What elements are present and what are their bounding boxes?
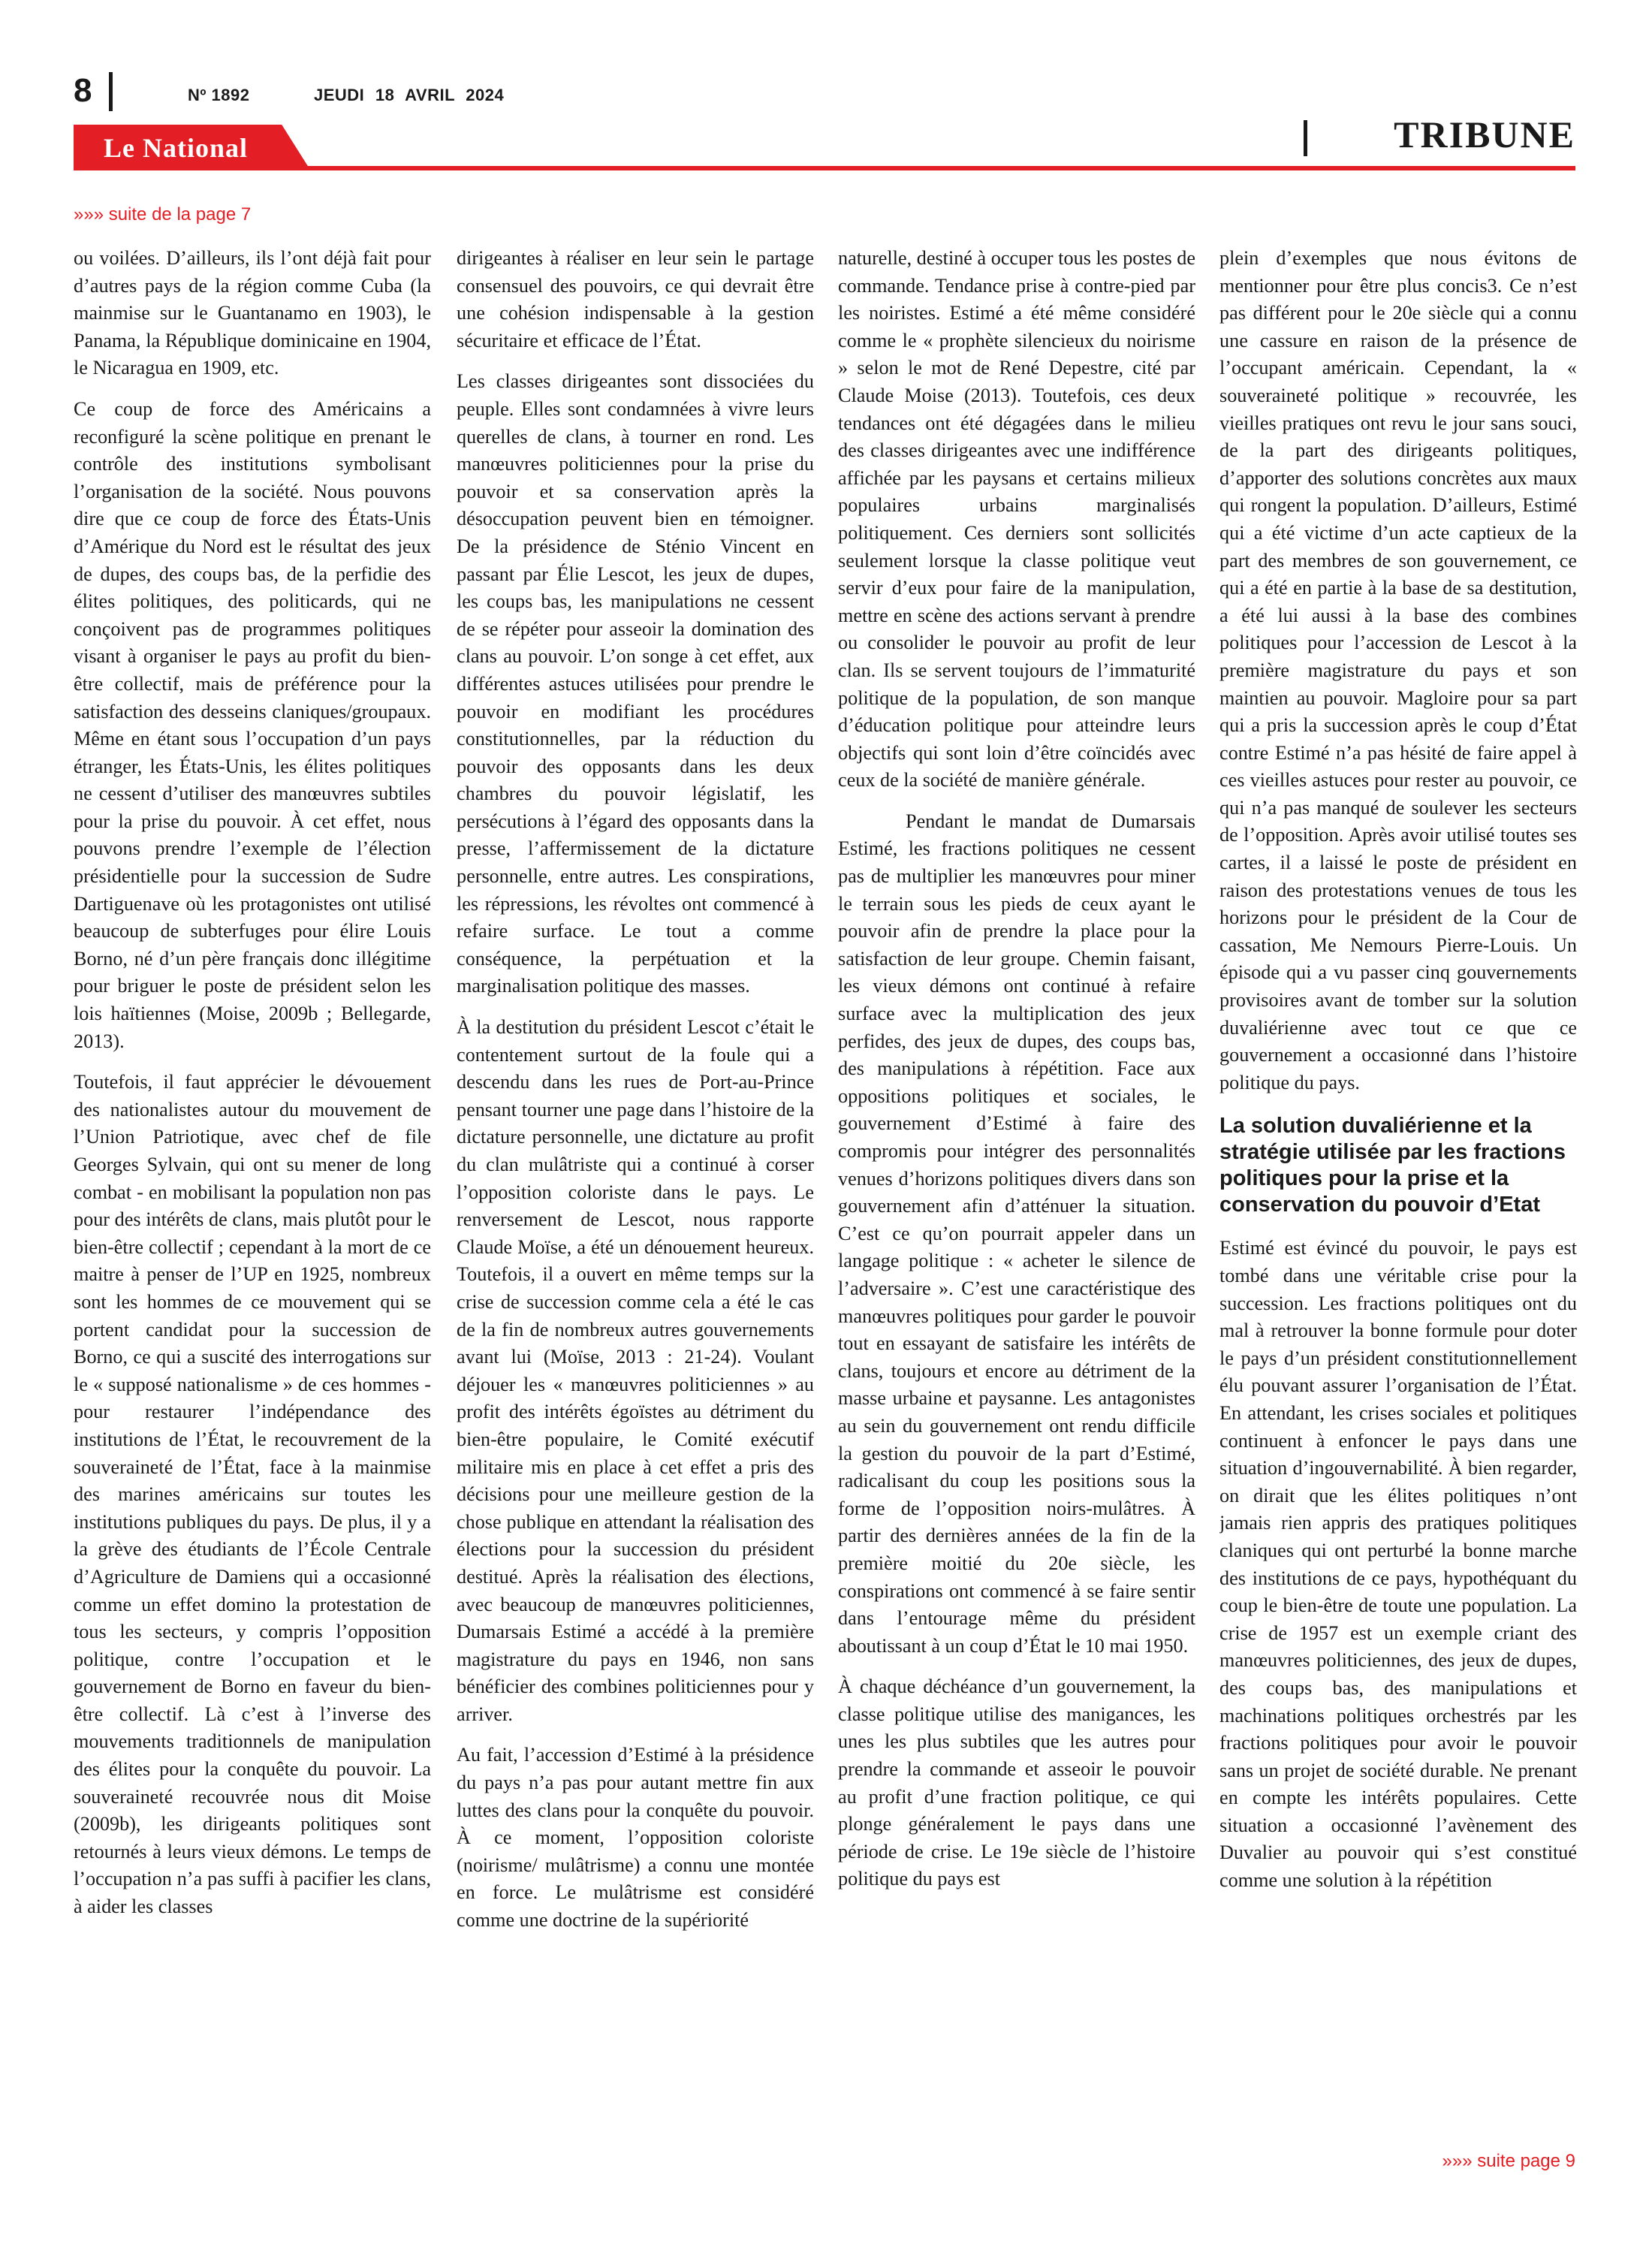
article-column-1 (74, 245, 431, 2145)
article-column-2 (457, 245, 814, 2145)
issue-number: Nº 1892 (188, 86, 250, 104)
paragraph: À la destitution du président Lescot c’était le contentement surtout de la foule qui a descendu dans les rues de Port-au-Prince pensant tourner une page dans l’histoire de la dictature personnelle, une dictature au profit du clan mulâtriste qui a continué à corser l’opposition coloriste dans le pays. Le renversement de Lescot, nous rapporte Claude Moïse, a été un dénouement heureux. Toutefois, il a ouvert en même temps sur la crise de succession comme cela a été le cas de la fin de nombreux autres gouvernements avant lui (Moïse, 2013 : 21-24). Voulant déjouer les « manœuvres politiciennes » au profit des intérêts égoïstes au détriment du bien-être populaire, le Comité exécutif militaire mis en place à cet effet a pris des décisions pour une meilleure gestion de la chose publique en attendant la réalisation des élections pour la succession du président destitué. Après la réalisation des élections, avec beaucoup de manœuvres politiciennes, Dumarsais Estimé a accédé à la première magistrature du pays en 1946, non sans bénéficier des combines politiciennes pour y arriver. (457, 1016, 814, 1725)
paragraph: Pendant le mandat de Dumarsais Estimé, les fractions politiques ne cessent pas de multiplier les manœuvres pour miner le terrain sous les pieds de ceux ayant le pouvoir afin de prendre la place pour la satisfaction de leur groupe. Chemin faisant, les vieux démons ont continué à refaire surface avec la multiplication des jeux perfides, des jeux de dupes, des coups bas, des manipulations à répétition. Face aux oppositions politiques et sociales, le gouvernement d’Estimé à faire des compromis pour intégrer des personnalités venues d’horizons politiques divers dans son gouvernement afin d’atténuer la situation. C’est ce qu’on pourrait appeler dans un langage politique : « acheter le silence de l’adversaire ». C’est une caractéristique des manœuvres politiques pour garder le pouvoir tout en essayant de satisfaire les intérêts de clans, toujours et encore au détriment de la masse urbaine et paysanne. Les antagonistes au sein du gouvernement ont rendu difficile la gestion du pouvoir de la part d’Estimé, radicalisant du coup les positions sous la forme de l’opposition noirs-mulâtres. À partir des dernières années de la fin de la première moitié du 20e siècle, les conspirations ont commencé à se faire sentir dans l’entourage même du président aboutissant à un coup d’État le 10 mai 1950. (838, 810, 1195, 1657)
section-subheading: La solution duvaliérienne et la stratégie utilisée par les fractions politiques pour la prise et la conservation du pouvoir d’Etat (1219, 1114, 1566, 1217)
section-title: TRIBUNE (1394, 113, 1575, 155)
article-column-4 (1219, 245, 1577, 2145)
paragraph: Ce coup de force des Américains a reconfiguré la scène politique en prenant le contrôle des institutions symbolisant l’organisation de la société. Nous pouvons dire que ce coup de force des États-Unis d’Amérique du Nord est le résultat des jeux de dupes, des coups bas, de la perfidie des élites politiques, des politicards, qui ne conçoivent pas de programmes politiques visant à organiser le pays au profit du bien-être collectif, mais de préférence pour la satisfaction des desseins claniques/groupaux. Même en étant sous l’occupation d’un pays étranger, les États-Unis, les élites politiques ne cessent d’utiliser des manœuvres subtiles pour la prise du pouvoir. À cet effet, nous pouvons prendre l’exemple de l’élection présidentielle pour la succession de Sudre Dartiguenave où les protagonistes ont utilisé beaucoup de subterfuges pour élire Louis Borno, né d’un père français donc illégitime pour briguer le poste de président selon les lois haïtiennes (Moise, 2009b ; Bellegarde, 2013). (74, 397, 431, 1052)
issue-date: JEUDI 18 AVRIL 2024 (314, 86, 505, 104)
page-number-divider (109, 72, 113, 111)
paragraph: Au fait, l’accession d’Estimé à la présidence du pays n’a pas pour autant mettre fin aux luttes des clans pour la conquête du pouvoir. À ce moment, l’opposition coloriste (noirisme/ mulâtrisme) a connu une montée en force. Le mulâtrisme est considéré comme une doctrine de la supériorité (457, 1744, 814, 1932)
paragraph: dirigeantes à réaliser en leur sein le partage consensuel des pouvoirs, ce qui devrait être une cohésion indispensable à la gestion sécuritaire et efficace de l’État. (457, 247, 814, 351)
paragraph: plein d’exemples que nous évitons de mentionner pour être plus concis3. Ce n’est pas différent pour le 20e siècle qui a connu une cassure en raison de la présence de l’occupant américain. Cependant, la « souveraineté politique » recouvrée, les vieilles pratiques ont revu le jour sans souci, de la part des dirigeants politiques, d’apporter des solutions concrètes aux maux qui rongent la population. D’ailleurs, Estimé qui a été victime d’un acte captieux de la part des membres de son gouvernement, ce qui a été en partie à la base de sa destitution, a été lui aussi à la base des combines politiques pour l’accession de Lescot à la première magistrature du pays et son maintien au pouvoir. Magloire pour sa part qui a pris la succession après le coup d’État contre Estimé n’a pas hésité de faire appel à ces vieilles astuces pour rester au pouvoir, ce qui n’a pas manqué de soulever les secteurs de l’opposition. Après avoir utilisé toutes ses cartes, il a laissé le poste de président en raison des protestations venues de tous les horizons pour le président de la Cour de cassation, Me Nemours Pierre-Louis. Un épisode qui a vu passer cinq gouvernements provisoires avant de tomber sur la solution duvaliérienne avec tout ce que ce gouvernement a occasionné dans l’histoire politique du pays. (1219, 247, 1577, 1093)
continued-next-link[interactable]: »»» suite page 9 (1442, 2151, 1575, 2171)
paragraph: Les classes dirigeantes sont dissociées du peuple. Elles sont condamnées à vivre leurs querelles de clans, à tourner en rond. Les manœuvres politiciennes pour la prise du pouvoir et sa conservation après la désoccupation peuvent bien en témoigner. De la présidence de Sténio Vincent en passant par Élie Lescot, les jeux de dupes, les coups bas, les manipulations ne cessent de se répéter pour asseoir la domination des clans au pouvoir. L’on songe à cet effet, aux différentes astuces utilisées pour prendre le pouvoir en modifiant les procédures constitutionnelles, par la réduction du pouvoir des opposants dans les deux chambres du pouvoir législatif, les persécutions à l’égard des opposants dans la presse, l’affermissement de la dictature personnelle, entre autres. Les conspirations, les répressions, les révoltes ont commencé à refaire surface. Le tout a comme conséquence, la perpétuation et la marginalisation politique des masses. (457, 370, 814, 997)
article-column-3 (838, 245, 1195, 2145)
continued-from-link[interactable]: »»» suite de la page 7 (74, 204, 252, 225)
paragraph: ou voilées. D’ailleurs, ils l’ont déjà fait pour d’autres pays de la région comme Cuba (la mainmise sur le Guantanamo en 1903), le Panama, la République dominicaine en 1904, le Nicaragua en 1909, etc. (74, 247, 431, 379)
paragraph: naturelle, destiné à occuper tous les postes de commande. Tendance prise à contre-pied par les noiristes. Estimé a été même considéré comme le « prophète silencieux du noirisme » selon le mot de René Depestre, cité par Claude Moise (2013). Toutefois, ces deux tendances ont été dégagées dans le milieu des classes dirigeantes avec une indifférence affichée par les paysans et certains milieux populaires urbains marginalisés politiquement. Ces derniers sont sollicités seulement lorsque la classe politique veut servir d’eux pour faire de la manipulation, mettre en scène des actions servant à prendre ou consolider le pouvoir au profit de leur clan. Ils se servent toujours de l’immaturité politique de la population, de son manque d’éducation politique pour atteindre leurs objectifs qui sont loin d’être coïncidés avec ceux de la société de manière générale. (838, 247, 1195, 792)
page-number: 8 (74, 72, 92, 109)
brand-name: Le National (104, 133, 249, 163)
paragraph: Estimé est évincé du pouvoir, le pays est tombé dans une véritable crise pour la succession. Les fractions politiques ont du mal à retrouver la bonne formule pour doter le pays d’un président constitutionnellement élu pouvant assurer l’organisation de l’État. En attendant, les crises sociales et politiques continuent à enfoncer le pays dans une situation d’ingouvernabilité. À bien regarder, on dirait que les élites politiques n’ont jamais rien appris des pratiques politiques claniques qui ont perturbé la bonne marche des institutions de ce pays, hypothéquant du coup le bien-être de toute une population. La crise de 1957 est un exemple criant des manœuvres politiciennes, des jeux de dupes, des coups bas, des manipulations et machinations politiques orchestrés par les fractions politiques pour avoir le pouvoir sans un projet de société durable. Ne prenant en compte les intérêts populaires. Cette situation a occasionné l’avènement des Duvalier au pouvoir qui s’est constitué comme une solution à la répétition (1219, 1237, 1577, 1892)
paragraph: À chaque déchéance d’un gouvernement, la classe politique utilise des manigances, les unes les plus subtiles que les autres pour prendre la commande et asseoir le pouvoir au profit d’une fraction politique, ce qui plonge généralement le pays dans une période de crise. Le 19e siècle de l’histoire politique du pays est (838, 1675, 1195, 1890)
section-divider (1304, 120, 1307, 156)
header-rule (74, 166, 1575, 170)
paragraph: Toutefois, il faut apprécier le dévouement des nationalistes autour du mouvement de l’Union Patriotique, avec chef de file Georges Sylvain, qui ont su mener de long combat - en mobilisant la population non pas pour des intérêts de clans, mais plutôt pour le bien-être collectif ; cependant à la mort de ce maitre à penser de l’UP en 1925, nombreux sont les hommes de ce mouvement qui se portent candidat pour la succession de Borno, ce qui a suscité des interrogations sur le « supposé nationalisme » de ces hommes - pour restaurer l’indépendance des institutions de l’État, le recouvrement de la souveraineté de l’État, face à la mainmise des marines américains sur toutes les institutions publiques du pays. De plus, il y a la grève des étudiants de l’École Centrale d’Agriculture de Damiens qui a occasionné comme un effet domino la protestation de tous les secteurs, y compris l’opposition politique, contre l’occupation et le gouvernement de Borno en faveur du bien-être collectif. Là c’est à l’inverse des mouvements traditionnels de manipulation des élites pour la conquête du pouvoir. La souveraineté recouvrée nous dit Moise (2009b), les dirigeants politiques sont retournés à leurs vieux démons. Le temps de l’occupation n’a pas suffi à pacifier les clans, à aider les classes (74, 1071, 431, 1918)
